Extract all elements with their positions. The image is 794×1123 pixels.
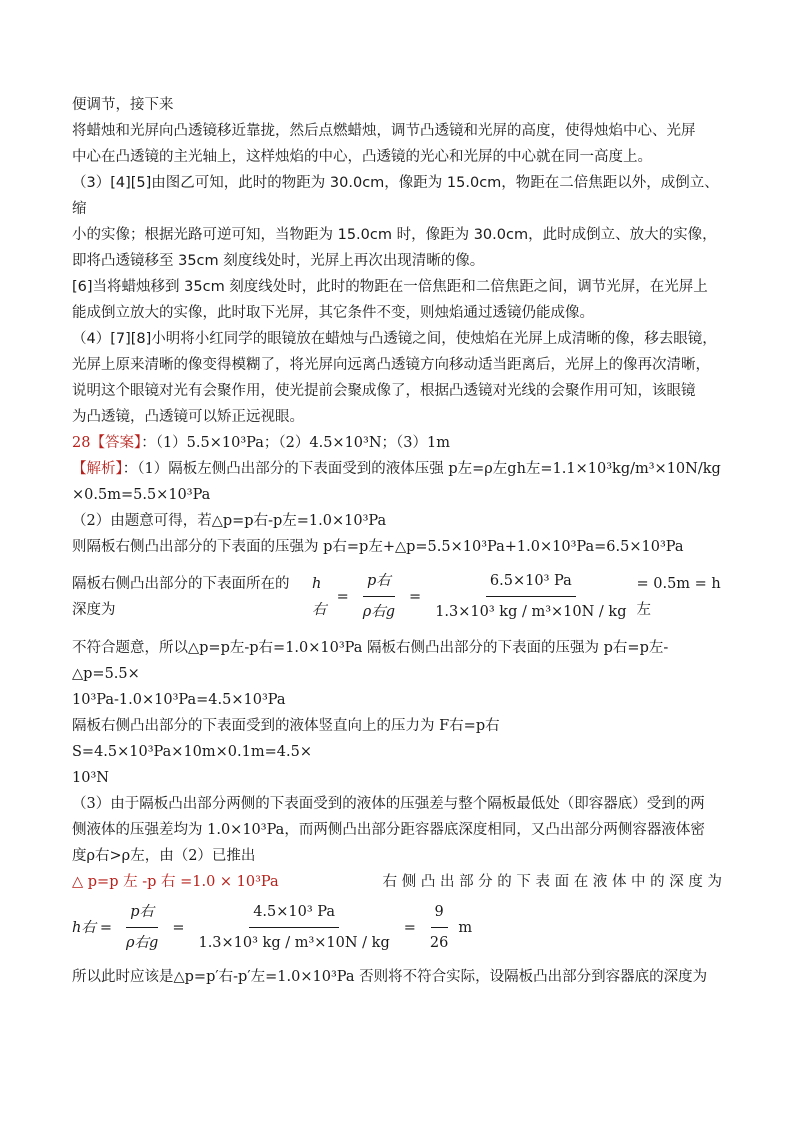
analysis-line [72,456,722,482]
text-line: 为凸透镜，凸透镜可以矫正远视眼。 [72,409,304,425]
text-line: 则隔板右侧凸出部分的下表面的压强为 p右=p左+△p=5.5×10³Pa+1.0×10³Pa=6.5×10³Pa [72,539,684,555]
text-line: ×0.5m=5.5×10³Pa [72,487,211,503]
fraction-denominator: 1.3×10³ kg / m³×10N / kg [435,604,627,620]
text-line: 侧液体的压强差均为 1.0×10³Pa，而两侧凸出部分距容器底深度相同，又凸出部分两侧容器液体密 [72,822,705,838]
fraction-numerator: 4.5×10³ Pa [249,899,339,928]
text-line [72,869,722,895]
text-line: 度ρ右>ρ左，由（2）已推出 [72,848,256,864]
eq-unit: m [458,919,473,936]
text-line: 便调节，接下来 [72,97,174,113]
text-line: 不符合题意，所以△p=p左-p右=1.0×10³Pa 隔板右侧凸出部分的下表面的压强为 p右=p左-△p=5.5× [72,640,669,682]
fraction-denominator: ρ右g [126,935,159,951]
text-line: 中心在凸透镜的主光轴上，这样烛焰的中心，凸透镜的光心和光屏的中心就在同一高度上。 [72,149,652,165]
answer-heading: 28【答案】 [72,435,142,451]
text-line: 即将凸透镜移至 35cm 刻度线处时，光屏上再次出现清晰的像。 [72,253,485,269]
text-line: （2）由题意可得，若△p=p右-p左=1.0×10³Pa [72,513,387,529]
equation-1: 隔板右侧凸出部分的下表面所在的深度为 h右 = $\frac{\text{p右}}{\text{ρ右g}}$ = $\frac{\text{6.5×10³ Pa}}{\text{1.3×10³ kg / m³×10N / kg}}$ = 0.5m = h左 [72,568,722,625]
highlight-equation: △ p=p 左 -p 右 =1.0 × 10³Pa [72,874,279,890]
equation-2: h右 = $\frac{\text{p右}}{\text{ρ右g}}$ = $\frac{\text{4.5×10³ Pa}}{\text{1.3×10³ kg / m³×10N / kg}}$ = $\frac{9}{26}$ m [72,899,722,956]
text-line: 小的实像；根据光路可逆可知，当物距为 15.0cm 时，像距为 30.0cm，此时成倒立、放大的实像， [72,227,717,243]
text-line: 10³Pa-1.0×10³Pa=4.5×10³Pa [72,692,286,708]
text-line: （3）由于隔板凸出部分两侧的下表面受到的液体的压强差与整个隔板最低处（即容器底）受到的两 [72,796,705,812]
text-line: 将蜡烛和光屏向凸透镜移近靠拢，然后点燃蜡烛，调节凸透镜和光屏的高度，使得烛焰中心、光屏 [72,123,696,139]
text-line: 光屏上原来清晰的像变得模糊了，将光屏向远离凸透镜方向移动适当距离后，光屏上的像再次清晰， [72,357,710,373]
fraction [359,568,399,625]
fraction [122,899,162,956]
text-line: 10³N [72,770,109,786]
eq-lhs: h右 [72,919,96,936]
eq-lhs: h右 [311,575,327,618]
line-rest: 右 侧 凸 出 部 分 的 下 表 面 在 液 体 中 的 深 度 为 [382,874,722,890]
text-line: 说明这个眼镜对光有会聚作用，使光提前会聚成像了，根据凸透镜对光线的会聚作用可知，该眼镜 [72,383,696,399]
analysis-heading: 【解析】 [72,461,123,477]
text-line: 能成倒立放大的实像，此时取下光屏，其它条件不变，则烛焰通过透镜仍能成像。 [72,305,594,321]
answer-line [72,430,722,456]
answer-body: ：（1）5.5×10³Pa；（2）4.5×10³N；（3）1m [141,435,450,451]
eq-rhs: = 0.5m = h左 [636,575,721,618]
fraction [431,568,630,625]
fraction-denominator: 26 [429,935,449,951]
text-line: （3）[4][5]由图乙可知，此时的物距为 30.0cm，像距为 15.0cm，物距在二倍焦距以外，成倒立、缩 [72,175,719,217]
text-line: （4）[7][8]小明将小红同学的眼镜放在蜡烛与凸透镜之间，使烛焰在光屏上成清晰的像，移去眼镜， [72,331,717,347]
document-page [72,92,722,990]
text-line: 所以此时应该是△p=p′右-p′左=1.0×10³Pa 否则将不符合实际，设隔板凸出部分到容器底的深度为 [72,969,708,985]
fraction-numerator: p右 [363,568,395,597]
text-line: 隔板右侧凸出部分的下表面受到的液体竖直向上的压力为 F右=p右S=4.5×10³Pa×10m×0.1m=4.5× [72,718,500,760]
text-line: [6]当将蜡烛移到 35cm 刻度线处时，此时的物距在一倍焦距和二倍焦距之间，调节光屏，在光屏上 [72,279,708,295]
fraction-denominator: ρ右g [362,604,396,620]
equation-lead: 隔板右侧凸出部分的下表面所在的深度为 [72,575,290,618]
fraction-numerator: p右 [126,899,158,928]
analysis-body: ：（1）隔板左侧凸出部分的下表面受到的液体压强 p左=ρ左gh左=1.1×10³kg/m³×10N/kg [122,461,721,477]
fraction [426,899,452,956]
fraction-numerator: 9 [431,899,448,928]
fraction [194,899,393,956]
fraction-denominator: 1.3×10³ kg / m³×10N / kg [198,935,390,951]
fraction-numerator: 6.5×10³ Pa [486,568,576,597]
